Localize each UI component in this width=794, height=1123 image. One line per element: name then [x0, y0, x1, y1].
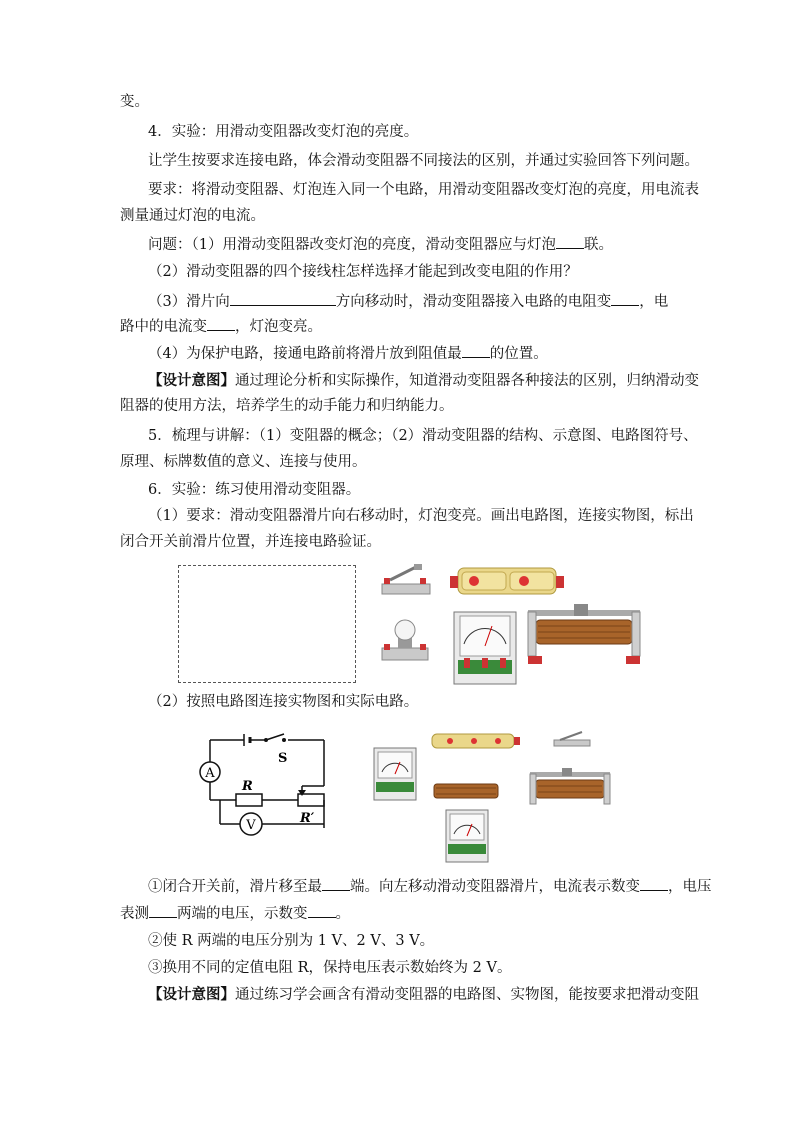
question-3-text-3: ，电 — [639, 294, 669, 310]
exercise-2: ②使 R 两端的电压分别为 1 V、2 V、3 V。 — [148, 933, 435, 949]
text-line: 阻器的使用方法，培养学生的动手能力和归纳能力。 — [120, 398, 454, 414]
section-heading-6: 6．实验：练习使用滑动变阻器。 — [148, 482, 361, 498]
question-3-text-2: 方向移动时，滑动变阻器接入电路的电阻变 — [335, 294, 612, 310]
answer-blank[interactable] — [462, 343, 490, 358]
rheostat-image — [530, 768, 610, 804]
design-intent-label: 【设计意图】 — [148, 986, 235, 1003]
question-3-text-4: 路中的电流变 — [120, 319, 207, 335]
answer-blank[interactable] — [207, 316, 235, 331]
question-3-cont — [120, 316, 322, 337]
battery-pack-image — [450, 568, 564, 594]
question-3-text: （3）滑片向 — [148, 294, 230, 310]
exercise-1-text: ①闭合开关前，滑片移至最 — [148, 879, 322, 895]
exercise-1 — [148, 876, 712, 897]
design-intent-1 — [148, 371, 699, 391]
resistor-label: R — [242, 779, 253, 794]
requirement-2: （2）按照电路图连接实物图和实际电路。 — [148, 694, 419, 710]
answer-blank[interactable] — [640, 876, 668, 891]
text-line: 变。 — [120, 94, 149, 110]
question-4-tail: 的位置。 — [489, 346, 548, 362]
battery-pack-image — [432, 734, 520, 748]
question-3-text-5: ，灯泡变亮。 — [235, 319, 322, 335]
exercise-1-text-5: 两端的电压，示数变 — [177, 906, 308, 922]
design-intent-text: 通过理论分析和实际操作，知道滑动变阻器各种接法的区别，归纳滑动变 — [235, 373, 699, 389]
text-line: 闭合开关前滑片位置，并连接电路验证。 — [120, 534, 381, 550]
answer-blank[interactable] — [149, 903, 177, 918]
question-1-text: 问题：（1）用滑动变阻器改变灯泡的亮度，滑动变阻器应与灯泡 — [148, 237, 556, 253]
exercise-1-cont — [120, 903, 350, 924]
design-intent-label: 【设计意图】 — [148, 372, 235, 389]
requirement-1: （1）要求：滑动变阻器滑片向右移动时，灯泡变亮。画出电路图，连接实物图，标出 — [148, 508, 694, 524]
answer-blank[interactable] — [308, 903, 336, 918]
ammeter-label: A — [205, 766, 215, 781]
circuit-diagram — [196, 732, 356, 838]
question-2: （2）滑动变阻器的四个接线柱怎样选择才能起到改变电阻的作用？ — [148, 264, 578, 280]
design-intent-2 — [148, 985, 699, 1005]
switch-image — [382, 564, 430, 594]
design-intent-text: 通过练习学会画含有滑动变阻器的电路图、实物图，能按要求把滑动变阻 — [235, 987, 699, 1003]
section-heading-4: 4．实验：用滑动变阻器改变灯泡的亮度。 — [148, 124, 419, 140]
bulb-image — [382, 620, 428, 660]
text-line: 测量通过灯泡的电流。 — [120, 208, 265, 224]
exercise-1-text-4: 表测 — [120, 906, 149, 922]
switch-label: S — [278, 751, 288, 766]
question-3 — [148, 291, 668, 312]
exercise-3: ③换用不同的定值电阻 R，保持电压表示数始终为 2 V。 — [148, 960, 512, 976]
answer-blank[interactable] — [322, 876, 350, 891]
text-line: 原理、标牌数值的意义、连接与使用。 — [120, 454, 367, 470]
ammeter-image — [454, 612, 516, 684]
exercise-1-text-2: 端。向左移动滑动变阻器滑片，电流表示数变 — [350, 879, 640, 895]
section-heading-5: 5．梳理与讲解：（1）变阻器的概念；（2）滑动变阻器的结构、示意图、电路图符号、 — [148, 428, 698, 444]
question-4-text: （4）为保护电路，接通电路前将滑片放到阻值最 — [148, 346, 462, 362]
answer-blank[interactable] — [611, 291, 639, 306]
question-1 — [148, 234, 613, 255]
exercise-1-text-6: 。 — [335, 906, 350, 922]
text-line: 要求：将滑动变阻器、灯泡连入同一个电路，用滑动变阻器改变灯泡的亮度，用电流表 — [148, 182, 699, 198]
answer-blank[interactable] — [556, 234, 584, 249]
voltmeter-image — [374, 748, 416, 800]
rheostat-image — [528, 604, 640, 664]
rheostat-image — [434, 784, 498, 798]
rheostat-label: R′ — [300, 811, 315, 826]
equipment-illustration-1 — [378, 560, 643, 685]
equipment-illustration-2 — [370, 728, 620, 863]
switch-image — [554, 732, 590, 746]
text-line: 让学生按要求连接电路，体会滑动变阻器不同接法的区别，并通过实验回答下列问题。 — [148, 153, 699, 169]
voltmeter-image — [446, 810, 488, 862]
answer-blank[interactable] — [230, 291, 336, 306]
voltmeter-label: V — [246, 818, 256, 833]
question-4 — [148, 343, 548, 364]
circuit-drawing-area[interactable] — [178, 565, 356, 683]
question-1-tail: 联。 — [583, 237, 613, 253]
exercise-1-text-3: ，电压 — [668, 879, 712, 895]
